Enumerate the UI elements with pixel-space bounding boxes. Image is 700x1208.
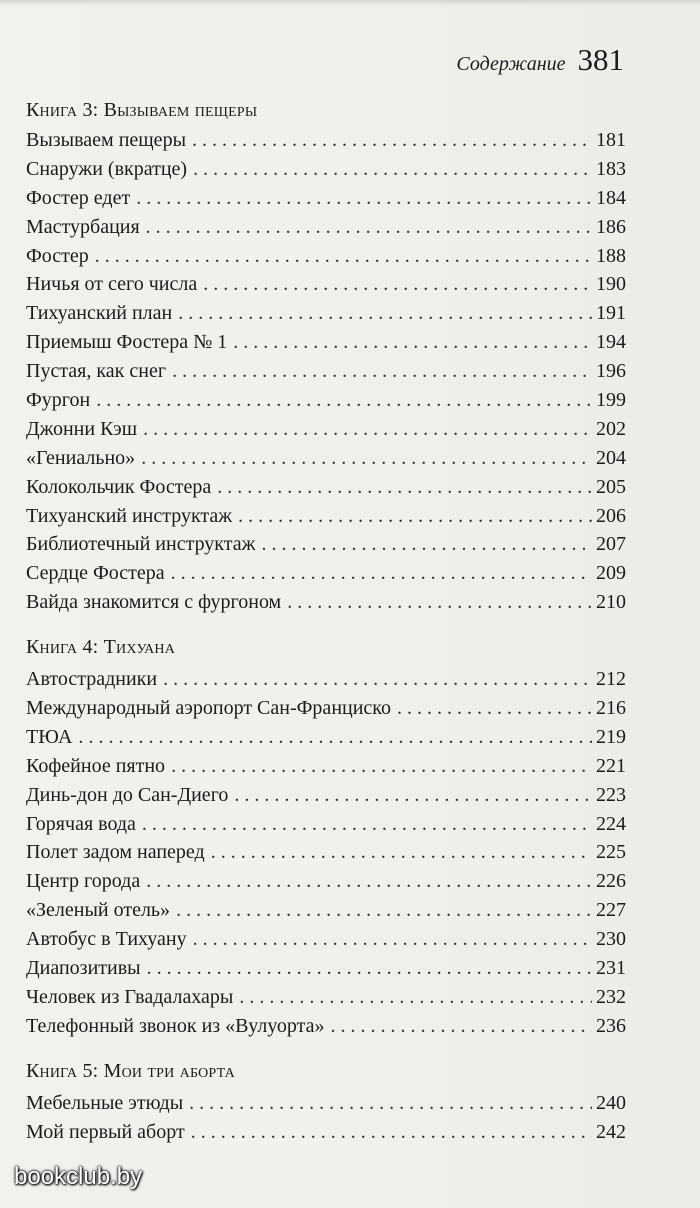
toc-entry [26, 665, 626, 694]
entry-title: Фостер едет [26, 186, 131, 209]
entry-page: 186 [596, 215, 626, 238]
page-top-edge [0, 0, 700, 6]
toc-entry [26, 781, 626, 810]
entry-page: 227 [596, 899, 626, 922]
part-entries [26, 126, 626, 617]
toc-entry [26, 752, 626, 781]
dot-leader [211, 838, 592, 867]
entry-page: 219 [596, 725, 626, 748]
toc-entry [26, 1089, 626, 1118]
entry-title: «Гениально» [26, 446, 136, 469]
toc-entry [26, 838, 626, 867]
entry-page: 206 [596, 504, 626, 527]
entry-page: 242 [596, 1120, 626, 1143]
toc-entry [26, 867, 626, 896]
toc-entry [26, 242, 626, 271]
dot-leader [330, 1012, 592, 1041]
toc-entry [26, 299, 626, 328]
entry-page: 183 [596, 157, 626, 180]
entry-title: Человек из Гвадалахары [26, 985, 234, 1008]
toc-entry [26, 983, 626, 1012]
part-heading: Книга 5: Мои три аборта [26, 1059, 235, 1082]
dot-leader [78, 723, 592, 752]
entry-page: 194 [596, 331, 626, 354]
toc-entry [26, 559, 626, 588]
part-heading: Книга 4: Тихуана [26, 636, 176, 659]
dot-leader [146, 213, 592, 242]
dot-leader [136, 184, 592, 213]
entry-title: Автобус в Тихуану [26, 928, 187, 951]
entry-title: Кофейное пятно [26, 754, 166, 777]
dot-leader [146, 867, 592, 896]
entry-title: Фостер [26, 244, 89, 267]
dot-leader [233, 328, 592, 357]
entry-title: Пустая, как снег [26, 360, 167, 383]
entry-page: 223 [596, 783, 626, 806]
entry-page: 210 [596, 591, 626, 614]
entry-title: Фургон [26, 389, 91, 412]
toc-entry [26, 502, 626, 531]
dot-leader [143, 415, 592, 444]
entry-title: Диапозитивы [26, 957, 141, 980]
toc-entry [26, 694, 626, 723]
entry-title: Сердце Фостера [26, 562, 165, 585]
dot-leader [203, 270, 592, 299]
toc-entry [26, 213, 626, 242]
entry-title: Мой первый аборт [26, 1120, 185, 1143]
entry-page: 204 [596, 446, 626, 469]
entry-page: 191 [596, 302, 626, 325]
entry-page: 205 [596, 475, 626, 498]
entry-page: 221 [596, 754, 626, 777]
entry-title: Тихуанский план [26, 302, 173, 325]
entry-title: Библиотечный инструктаж [26, 533, 256, 556]
toc-entry [26, 386, 626, 415]
toc-entry [26, 328, 626, 357]
entry-title: Центр города [26, 870, 141, 893]
toc-entry [26, 415, 626, 444]
toc-entry [26, 723, 626, 752]
entry-page: 226 [596, 870, 626, 893]
entry-title: Полет задом наперед [26, 841, 205, 864]
dot-leader [192, 126, 592, 155]
entry-title: ТЮА [26, 725, 73, 748]
toc-entry [26, 530, 626, 559]
entry-title: Международный аэропорт Сан-Франциско [26, 697, 391, 720]
entry-page: 230 [596, 928, 626, 951]
entry-page: 184 [596, 186, 626, 209]
toc-entry [26, 810, 626, 839]
dot-leader [176, 896, 592, 925]
watermark: bookclub.by [14, 1163, 143, 1190]
entry-page: 190 [596, 273, 626, 296]
entry-title: Ничья от сего числа [26, 273, 198, 296]
toc-entry [26, 155, 626, 184]
entry-page: 199 [596, 389, 626, 412]
dot-leader [234, 781, 592, 810]
dot-leader [95, 242, 592, 271]
running-head [456, 42, 624, 78]
entry-title: Приемыш Фостера № 1 [26, 331, 228, 354]
dot-leader [238, 502, 592, 531]
entry-title: «Зеленый отель» [26, 899, 171, 922]
entry-title: Горячая вода [26, 812, 136, 835]
dot-leader [239, 983, 592, 1012]
entry-page: 225 [596, 841, 626, 864]
toc-entry [26, 357, 626, 386]
dot-leader [287, 588, 592, 617]
entry-page: 231 [596, 957, 626, 980]
entry-page: 207 [596, 533, 626, 556]
dot-leader [193, 925, 592, 954]
dot-leader [142, 810, 592, 839]
dot-leader [172, 357, 592, 386]
dot-leader [217, 473, 592, 502]
entry-page: 212 [596, 668, 626, 691]
dot-leader [189, 1089, 592, 1118]
dot-leader [163, 665, 592, 694]
page-number: 381 [577, 42, 624, 77]
toc-entry [26, 1118, 626, 1147]
entry-page: 240 [596, 1091, 626, 1114]
toc-entry [26, 896, 626, 925]
part-heading: Книга 3: Вызываем пещеры [26, 99, 258, 121]
entry-page: 209 [596, 562, 626, 585]
entry-page: 224 [596, 812, 626, 835]
toc-entry [26, 184, 626, 213]
dot-leader [261, 530, 592, 559]
entry-page: 202 [596, 417, 626, 440]
entry-title: Мебельные этюды [26, 1091, 184, 1114]
dot-leader [397, 694, 592, 723]
entry-page: 232 [596, 985, 626, 1008]
toc-entry [26, 925, 626, 954]
entry-page: 216 [596, 697, 626, 720]
dot-leader [193, 155, 592, 184]
entry-title: Вайда знакомится с фургоном [26, 591, 282, 614]
entry-title: Тихуанский инструктаж [26, 504, 233, 527]
entry-title: Колокольчик Фостера [26, 475, 212, 498]
entry-title: Снаружи (вкратце) [26, 157, 188, 180]
entry-page: 188 [596, 244, 626, 267]
entry-page: 181 [596, 129, 626, 151]
entry-title: Телефонный звонок из «Вулуорта» [26, 1014, 325, 1037]
entry-title: Вызываем пещеры [26, 129, 186, 151]
dot-leader [96, 386, 592, 415]
entry-title: Автострадники [26, 668, 158, 691]
toc-entry [26, 1012, 626, 1041]
dot-leader [171, 559, 592, 588]
dot-leader [147, 954, 592, 983]
toc-entry [26, 270, 626, 299]
entry-page: 196 [596, 360, 626, 383]
dot-leader [191, 1118, 592, 1147]
toc-entry [26, 126, 626, 155]
running-head-section: Содержание [456, 53, 566, 75]
part-entries [26, 1089, 626, 1147]
dot-leader [178, 299, 592, 328]
entry-title: Джонни Кэш [26, 417, 138, 440]
dot-leader [141, 444, 592, 473]
toc-entry [26, 588, 626, 617]
dot-leader [171, 752, 592, 781]
table-of-contents [26, 94, 626, 1147]
part-entries [26, 665, 626, 1041]
entry-page: 236 [596, 1014, 626, 1037]
entry-title: Мастурбация [26, 215, 140, 238]
toc-entry [26, 954, 626, 983]
entry-title: Динь-дон до Сан-Диего [26, 783, 229, 806]
toc-entry [26, 473, 626, 502]
toc-entry [26, 444, 626, 473]
